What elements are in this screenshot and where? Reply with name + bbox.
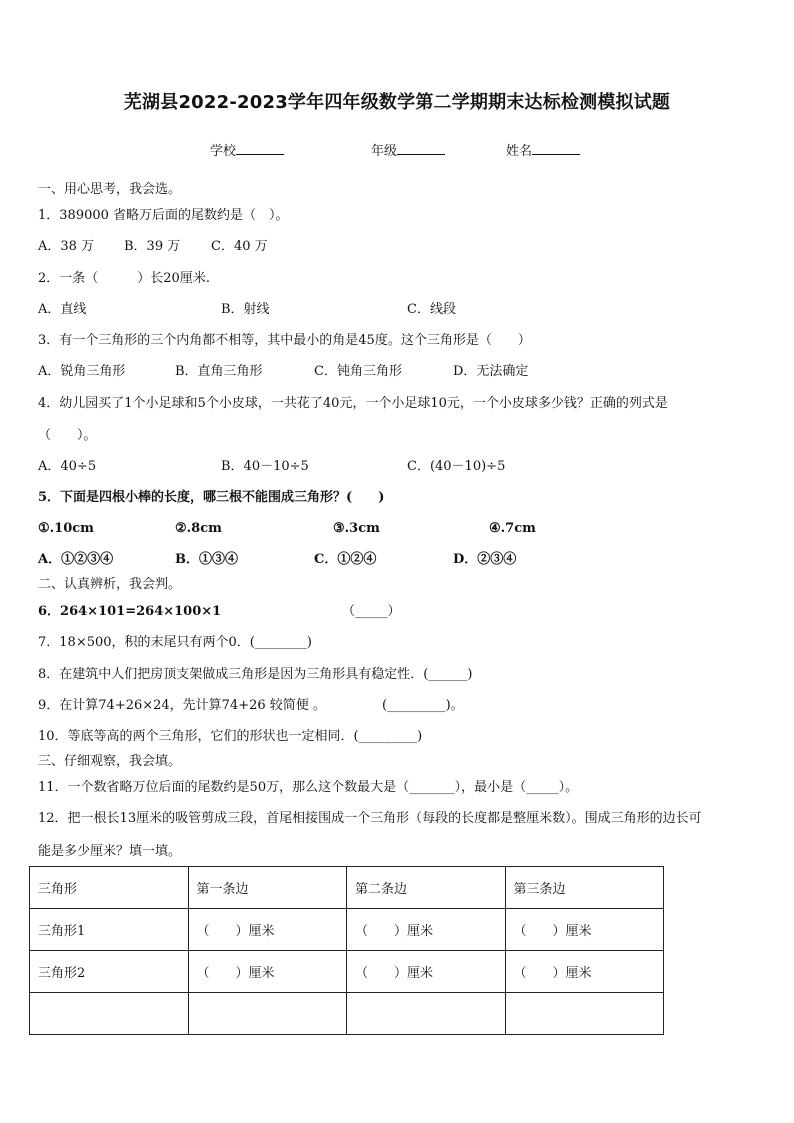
q3-option-c: C．钝角三角形 [314,364,402,379]
name-blank[interactable] [532,140,580,155]
q1-option-a: A．38 万 [38,239,95,254]
grade-blank[interactable] [397,140,445,155]
grade-field [371,140,445,159]
section-1-heading: 一、用心思考，我会选。 [38,182,182,197]
school-field [210,140,284,159]
q9-blank[interactable]: (_________)。 [382,698,464,713]
q5-option-d: D．②③④ [453,552,517,567]
q7-stem: 7．18×500，积的末尾只有两个0．(________) [38,635,312,650]
q4-stem-line2: （ ）。 [38,428,97,443]
table-row [30,993,664,1035]
q3-option-b: B．直角三角形 [175,364,263,379]
q5-stem: 5．下面是四根小棒的长度，哪三根不能围成三角形？( ) [38,490,385,505]
q5-stick-2: ②.8cm [175,521,222,536]
table-cell[interactable]: （ ）厘米 [505,951,664,993]
q5-option-b: B．①③④ [175,552,238,567]
q5-stick-3: ③.3cm [333,521,380,536]
q5-stick-1: ①.10cm [38,521,94,536]
table-cell[interactable]: （ ）厘米 [188,909,347,951]
table-row [30,909,664,951]
table-cell[interactable]: （ ）厘米 [347,909,506,951]
q3-option-d: D．无法确定 [453,364,529,379]
table-header-cell: 第二条边 [347,867,506,909]
table-header-cell: 第三条边 [505,867,664,909]
table-cell[interactable] [347,993,506,1035]
table-cell[interactable] [30,993,189,1035]
q10-stem: 10．等底等高的两个三角形，它们的形状也一定相同．(_________) [38,729,423,744]
q1-option-b: B．39 万 [124,239,181,254]
table-cell[interactable] [505,993,664,1035]
q4-option-a: A．40÷5 [38,459,97,474]
q4-option-b: B．40－10÷5 [221,459,309,474]
q11-stem: 11．一个数省略万位后面的尾数约是50万，那么这个数最大是（_______），最小是（_____）。 [38,780,579,795]
table-header-cell: 第一条边 [188,867,347,909]
section-3-heading: 三、仔细观察，我会填。 [38,754,182,769]
q1-option-c: C．40 万 [211,239,268,254]
table-header-row [30,867,664,909]
q8-stem: 8．在建筑中人们把房顶支架做成三角形是因为三角形具有稳定性．(______) [38,667,473,682]
table-cell[interactable]: （ ）厘米 [347,951,506,993]
table-header-cell: 三角形 [30,867,189,909]
table-cell: 三角形2 [30,951,189,993]
triangle-table [29,866,664,1035]
section-2-heading: 二、认真辨析，我会判。 [38,577,182,592]
q4-option-c: C．(40－10)÷5 [407,459,506,474]
q6-blank[interactable]: （_____） [342,604,401,619]
q5-option-a: A．①②③④ [38,552,114,567]
q2-stem: 2．一条（ ）长20厘米. [38,271,210,286]
table-cell[interactable] [188,993,347,1035]
q5-stick-4: ④.7cm [489,521,536,536]
q3-option-a: A．锐角三角形 [38,364,126,379]
q2-option-b: B．射线 [221,302,270,317]
grade-label: 年级 [371,144,398,159]
q12-stem-line1: 12．把一根长13厘米的吸管剪成三段，首尾相接围成一个三角形（每段的长度都是整厘米数）。围成三角形的边长可 [38,811,702,826]
table-cell: 三角形1 [30,909,189,951]
page-title: 芜湖县2022-2023学年四年级数学第二学期期末达标检测模拟试题 [123,92,671,113]
school-blank[interactable] [236,140,284,155]
school-label: 学校 [210,144,237,159]
q3-stem: 3．有一个三角形的三个内角都不相等，其中最小的角是45度。这个三角形是（ ） [38,333,531,348]
q1-stem: 1．389000 省略万后面的尾数约是（ ）。 [38,208,289,223]
q2-option-c: C．线段 [407,302,456,317]
q12-stem-line2: 能是多少厘米？填一填。 [38,844,182,859]
table-cell[interactable]: （ ）厘米 [188,951,347,993]
q2-option-a: A．直线 [38,302,87,317]
q5-option-c: C．①②④ [314,552,377,567]
q4-stem-line1: 4．幼儿园买了1个小足球和5个小皮球，一共花了40元，一个小足球10元，一个小皮球多少钱？正确的列式是 [38,396,668,411]
q9-stem: 9．在计算74+26×24，先计算74+26 较简便 。 [38,698,326,713]
q6-stem: 6．264×101=264×100×1 [38,604,222,619]
table-cell[interactable]: （ ）厘米 [505,909,664,951]
table-row [30,951,664,993]
name-field [506,140,580,159]
name-label: 姓名 [506,144,533,159]
